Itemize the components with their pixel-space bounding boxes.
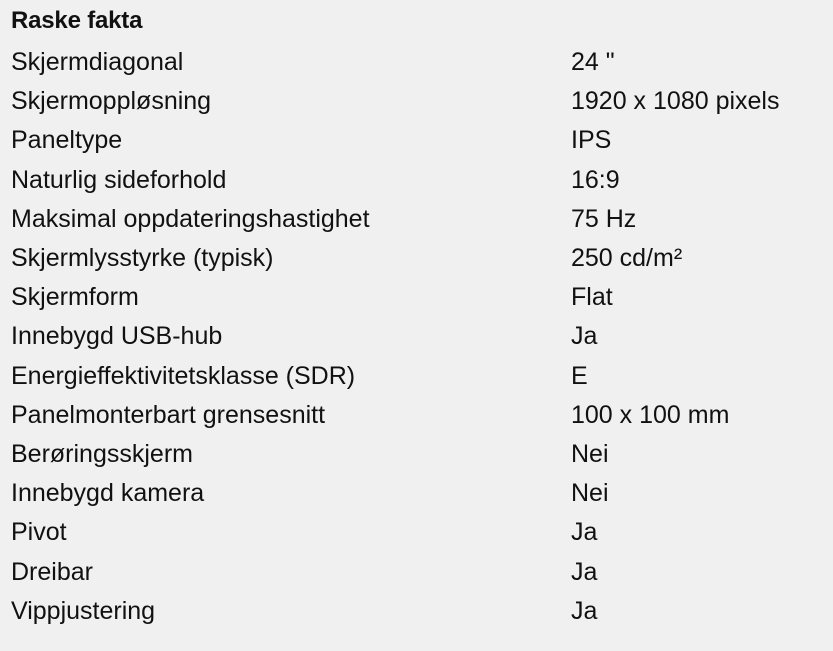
spec-row [11, 396, 831, 435]
spec-value: 250 cd/m² [571, 244, 683, 273]
spec-value: 1920 x 1080 pixels [571, 87, 780, 116]
spec-label: Naturlig sideforhold [11, 165, 227, 194]
spec-value: Nei [571, 479, 609, 508]
spec-label: Dreibar [11, 557, 93, 586]
spec-row [11, 239, 831, 278]
spec-label: Pivot [11, 518, 67, 547]
spec-value: 24 " [571, 48, 615, 76]
spec-label: Maksimal oppdateringshastighet [11, 204, 370, 233]
spec-label: Energieffektivitetsklasse (SDR) [11, 361, 356, 390]
spec-label: Berøringsskjerm [11, 440, 193, 469]
spec-label: Innebygd USB-hub [11, 322, 223, 351]
spec-value: 100 x 100 mm [571, 400, 730, 429]
spec-row [11, 278, 831, 317]
spec-table [11, 43, 831, 631]
spec-label: Innebygd kamera [11, 479, 205, 508]
spec-row [11, 474, 831, 513]
spec-row [11, 200, 831, 239]
spec-row [11, 161, 831, 200]
spec-value: Flat [571, 283, 613, 312]
section-title: Raske fakta [11, 7, 143, 34]
spec-value: 75 Hz [571, 204, 637, 233]
spec-row [11, 513, 831, 552]
spec-label: Panelmonterbart grensesnitt [11, 400, 326, 429]
spec-value: Ja [571, 518, 598, 547]
spec-row [11, 317, 831, 356]
spec-row [11, 435, 831, 474]
spec-row [11, 357, 831, 396]
spec-label: Skjermlysstyrke (typisk) [11, 244, 274, 273]
spec-value: IPS [571, 126, 612, 155]
spec-label: Paneltype [11, 126, 123, 155]
spec-row [11, 82, 831, 121]
spec-value: E [571, 361, 588, 390]
spec-row [11, 553, 831, 592]
spec-label: Vippjustering [11, 596, 156, 625]
spec-row [11, 592, 831, 631]
spec-value: Nei [571, 440, 609, 469]
spec-row [11, 43, 831, 82]
spec-value: 16:9 [571, 165, 620, 194]
spec-value: Ja [571, 557, 598, 586]
spec-label: Skjermdiagonal [11, 48, 184, 76]
spec-label: Skjermoppløsning [11, 87, 212, 116]
spec-value: Ja [571, 322, 598, 351]
spec-value: Ja [571, 596, 598, 625]
spec-row [11, 121, 831, 160]
spec-label: Skjermform [11, 283, 139, 312]
